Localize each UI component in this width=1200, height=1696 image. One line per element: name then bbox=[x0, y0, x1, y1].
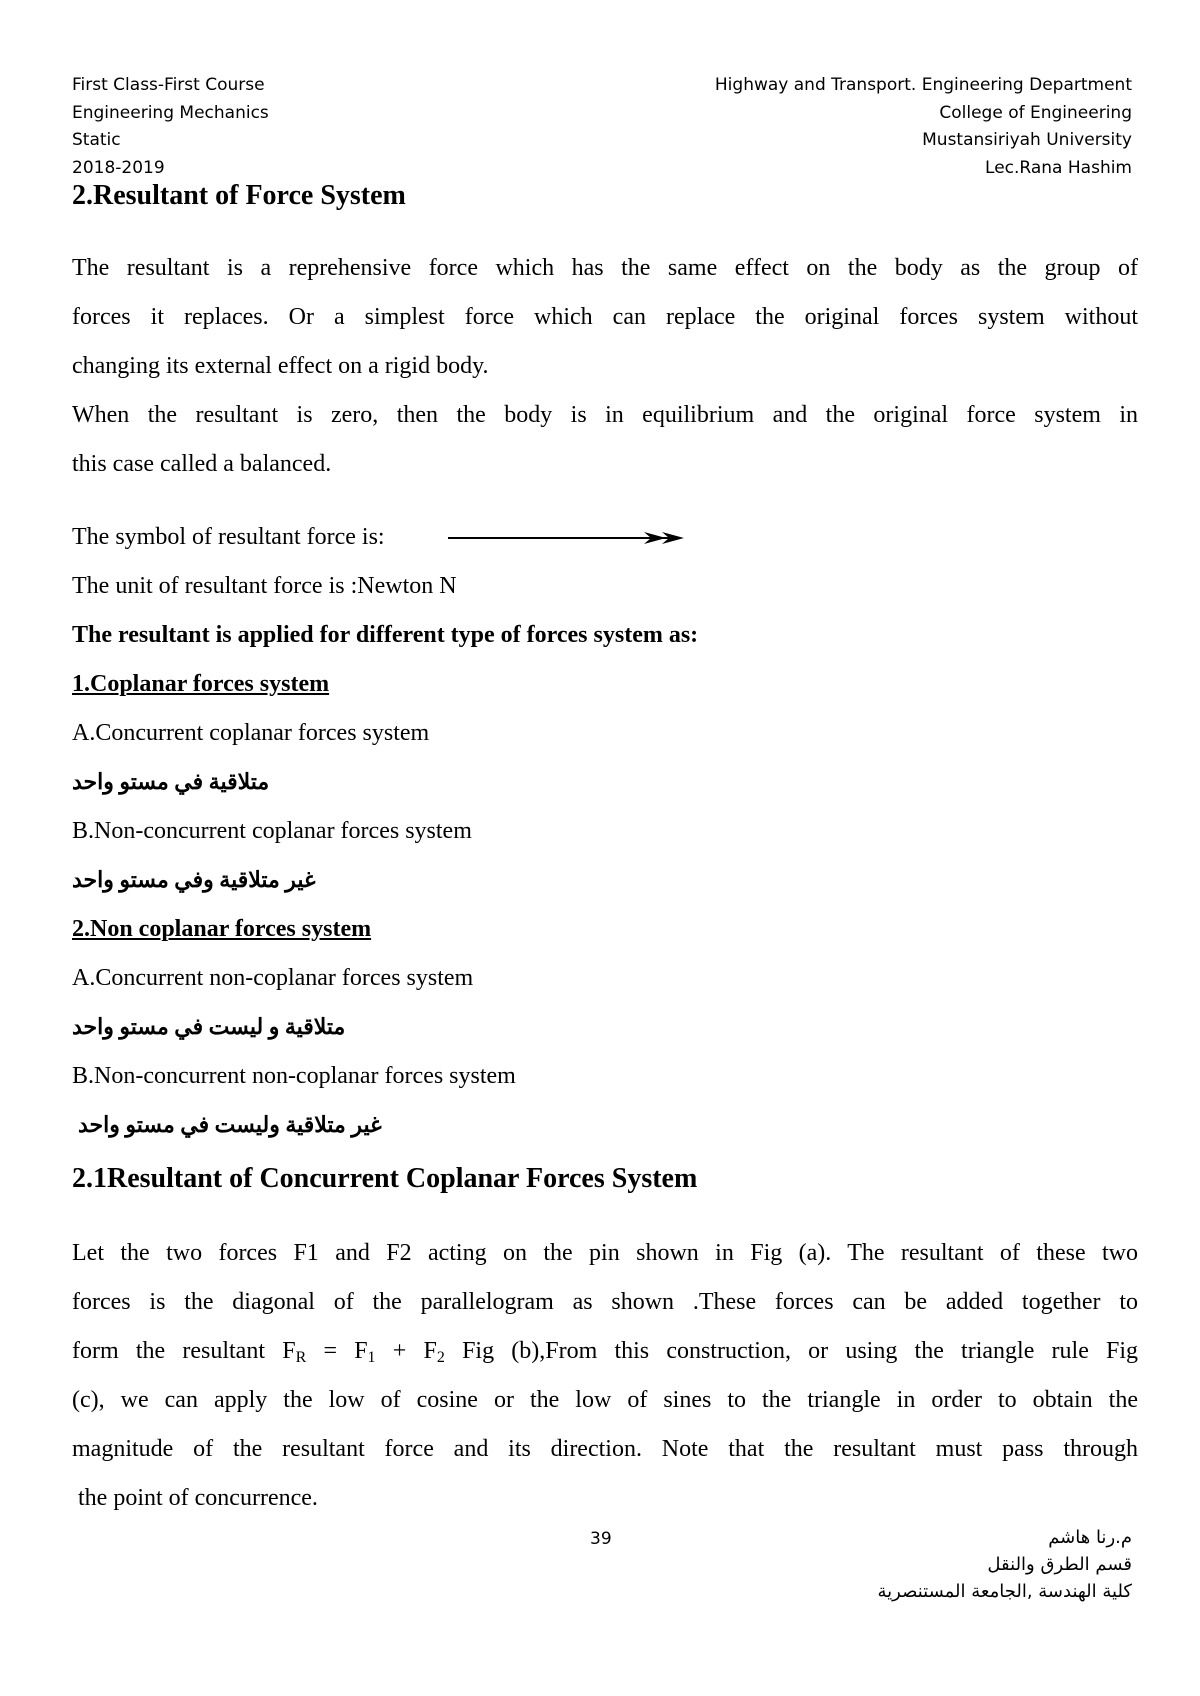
footer-department: قسم الطرق والنقل bbox=[987, 1554, 1132, 1575]
equation-prefix: form the resultant bbox=[72, 1338, 265, 1364]
symbol-line bbox=[72, 524, 385, 551]
header-left bbox=[72, 72, 269, 182]
header-course: First Class-First Course bbox=[72, 75, 265, 95]
noncoplanar-heading: 2.Non coplanar forces system bbox=[72, 916, 372, 942]
noncoplanar-a-arabic: متلاقية و ليست في مستو واحد bbox=[72, 1014, 346, 1039]
paragraph-line: changing its external effect on a rigid body. bbox=[72, 353, 489, 379]
header-topic: Static bbox=[72, 130, 121, 150]
paragraph-line: (c), we can apply the low of cosine or the low of sines to the triangle in order to obtain the bbox=[72, 1387, 1138, 1413]
eq-subscript: 1 bbox=[367, 1349, 376, 1366]
section-title-2: 2.1Resultant of Concurrent Coplanar Forces System bbox=[72, 1163, 698, 1194]
eq-symbol: F bbox=[423, 1338, 437, 1364]
equation-suffix: Fig (b),From this construction, or using the triangle rule Fig bbox=[462, 1338, 1139, 1364]
unit-text: The unit of resultant force is :Newton N bbox=[72, 573, 457, 599]
equation-line bbox=[72, 1338, 1138, 1367]
footer-arabic bbox=[878, 1524, 1132, 1605]
paragraph-line: Let the two forces F1 and F2 acting on the pin shown in Fig (a). The resultant of these two bbox=[72, 1240, 1138, 1266]
eq-subscript: R bbox=[295, 1349, 307, 1366]
paragraph-line: When the resultant is zero, then the body is in equilibrium and the original force system in bbox=[72, 402, 1138, 428]
header-subject: Engineering Mechanics bbox=[72, 102, 269, 123]
noncoplanar-b: B.Non-concurrent non-coplanar forces system bbox=[72, 1063, 516, 1089]
eq-operator: = bbox=[323, 1338, 337, 1364]
footer-lecturer: م.رنا هاشم bbox=[1048, 1527, 1132, 1548]
applied-text: The resultant is applied for different type of forces system as: bbox=[72, 622, 699, 648]
eq-symbol: F bbox=[282, 1338, 296, 1364]
header-university: Mustansiriyah University bbox=[922, 130, 1132, 150]
coplanar-a: A.Concurrent coplanar forces system bbox=[72, 720, 430, 746]
footer-college: كلية الهندسة ,الجامعة المستنصرية bbox=[877, 1581, 1132, 1602]
paragraph-line: magnitude of the resultant force and its direction. Note that the resultant must pass through bbox=[72, 1436, 1138, 1462]
paragraph-line: forces is the diagonal of the parallelogram as shown .These forces can be added together to bbox=[72, 1289, 1138, 1315]
noncoplanar-b-arabic: غير متلاقية وليست في مستو واحد bbox=[78, 1112, 382, 1137]
noncoplanar-a: A.Concurrent non-coplanar forces system bbox=[72, 965, 474, 991]
eq-subscript: 2 bbox=[436, 1349, 445, 1366]
paragraph-line: forces it replaces. Or a simplest force which can replace the original forces system without bbox=[72, 304, 1138, 330]
section-title: 2.Resultant of Force System bbox=[72, 180, 406, 211]
coplanar-b-arabic: غير متلاقية وفي مستو واحد bbox=[72, 867, 316, 892]
eq-symbol: F bbox=[354, 1338, 368, 1364]
page-number: 39 bbox=[590, 1529, 612, 1549]
header-lecturer: Lec.Rana Hashim bbox=[985, 157, 1132, 178]
header-year: 2018-2019 bbox=[72, 157, 165, 178]
eq-operator: + bbox=[392, 1338, 407, 1364]
header-right bbox=[715, 72, 1132, 182]
double-arrow-icon bbox=[448, 530, 692, 546]
paragraph-line: The resultant is a reprehensive force which has the same effect on the body as the group of bbox=[72, 255, 1138, 281]
coplanar-b: B.Non-concurrent coplanar forces system bbox=[72, 818, 472, 844]
paragraph-line: the point of concurrence. bbox=[78, 1485, 318, 1511]
coplanar-heading: 1.Coplanar forces system bbox=[72, 671, 330, 697]
equation bbox=[282, 1338, 445, 1364]
paragraph-line: this case called a balanced. bbox=[72, 451, 332, 477]
header-department: Highway and Transport. Engineering Department bbox=[714, 75, 1132, 95]
header-college: College of Engineering bbox=[939, 102, 1132, 123]
symbol-text: The symbol of resultant force is: bbox=[72, 524, 385, 550]
coplanar-a-arabic: متلاقية في مستو واحد bbox=[72, 769, 270, 794]
